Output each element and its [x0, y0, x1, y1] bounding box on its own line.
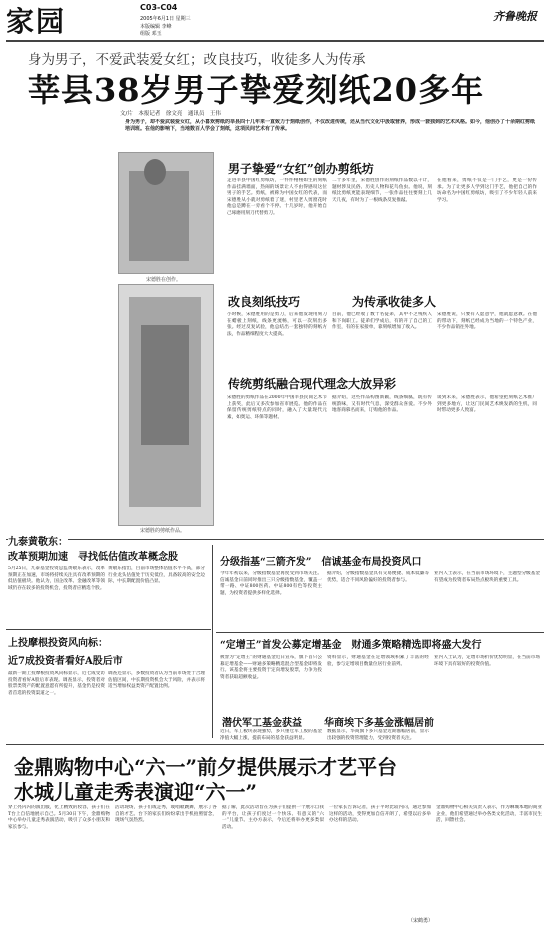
- designer-credit: 组版 邓玉: [140, 31, 162, 37]
- photo-papercut-artist: [118, 152, 214, 274]
- finance-divider-2: [216, 632, 544, 633]
- lead-col-1: 走进莘县中国红剪纸坊，一件件栩栩如生的刻纸作品挂满墙面，热闹的场景让人不由得感叹这位男子的手艺。剪纸，被称为中国女红的代表，而宋德胜从小就对剪纸着了迷，村里老人剪窗花时他总是蹲在一旁看个不停。十几岁时，他开始自己琢磨用刻刀代替剪刀。: [227, 178, 327, 216]
- lead-col-3: 在他看来，剪纸不仅是一门手艺，更是一份传承。为了让更多人学到这门手艺，他把自己的作坊命名为中国红剪纸坊，吸引了不少年轻人前来学习。: [437, 178, 537, 203]
- lead-subhead-2b: 为传承收徒多人: [352, 295, 437, 309]
- finance-title-d: “定增王”首发公募定增基金 财通多策略精选即将盛大发行: [220, 640, 482, 651]
- bottom-text-3: 据了解，此次活动旨在为孩子们提供一个展示自我的平台，让孩子们度过一个快乐、有意义的“六一”儿童节。主办方表示，今后还将举办更多类似活动。: [222, 805, 324, 830]
- bottom-text-2: 活动现场，孩子们或走秀，或唱歌跳舞，展示了各自的才艺。台下的家长们纷纷拿出手机拍照留念，现场气氛热烈。: [115, 805, 217, 824]
- lead-col-5: 目前，他已经收了数十名徒弟，其中不乏残疾人和下岗职工。徒弟们学成后，有的开了自己的工作室，有的在家接单，靠刻纸增加了收入。: [332, 312, 432, 331]
- bottom-text-1: 穿上亮闪闪的演出服，化上精致的妆容，孩子们在T台上自信地展示自己。5月30日下午，金鼎购物中心举办儿童走秀表演活动，吸引了众多小朋友和家长参与。: [8, 805, 110, 830]
- bottom-text-5: 金鼎购物中心相关负责人表示，作为聊城本地的商业企业，他们希望通过举办各类文化活动，丰富市民生活，回馈社会。: [436, 805, 542, 824]
- finance-text-e: 近日，军工板块表现强势，多只重仓军工股的基金净值大幅上涨，提前布局的基金获益明显。: [220, 729, 322, 741]
- finance-text-c1: 今年年初以来，分级指数基金再度受到市场关注。信诚基金日前同时推出三只分级指数基金，覆盖一带一路、中证800医药、中证800有色等投资主题，为投资者提供多样化选择。: [220, 571, 322, 596]
- photo-caption-artist: 宋德胜在创作。: [146, 277, 182, 283]
- finance-text-a1: 5月25日，九泰基金投资总监黄敬东表示，改革预期正在加速，市场将持续关注具有改革预期的低估值板块。他认为，国企改革、金融改革等领域仍存在较多的投资机会，投资者应精选个股。: [8, 566, 105, 591]
- masthead-rule: [6, 40, 544, 42]
- lead-col-4: 小时候，宋德胜用的是剪刀，后来他发现用刻刀在蜡板上刻纸，线条更流畅，可以一次刻出多张。经过反复试验，他总结出一套独特的刻纸方法，作品精细程度大大提高。: [227, 312, 327, 337]
- lead-subhead-1: 男子挚爱“女红”创办剪纸坊: [228, 162, 374, 176]
- bottom-headline-2: 水城儿童走秀表演迎“六一”: [14, 780, 258, 804]
- finance-text-f: 数据显示，华商旗下多只基金近期涨幅居前，显示出较强的投资管理能力，受到投资者关注。: [327, 729, 429, 741]
- finance-text-c2: 据介绍，分级指数基金具有交易便捷、成本低廉等优势，适合不同风险偏好的投资者参与。: [327, 571, 429, 583]
- lead-col-9: 谈到未来，宋德胜表示，他希望把刻纸艺术推广到更多地方，让这门民间艺术焕发新的生机，同时带动更多人致富。: [437, 395, 537, 414]
- page-code: C03-C04: [140, 3, 178, 12]
- bottom-byline: （宋鹤勇）: [408, 918, 434, 924]
- finance-text-d1: 被誉为“定增王”的财通基金近日宣布，旗下首只公募定增基金——财通多策略精选混合型基金即将发行。该基金将主要投资于定向增发股票，力争为投资者获取超额收益。: [220, 655, 322, 680]
- issue-date: 2005年6月1日 星期三: [140, 16, 191, 22]
- lead-headline: 莘县38岁男子挚爱刻纸20多年: [28, 71, 485, 109]
- finance-text-d2: 资料显示，财通基金在定增领域积累了丰富的经验，参与定增项目数量位居行业前列。: [327, 655, 429, 667]
- lead-col-2: 二十多年里，宋德胜创作的刻纸作品数以千计，题材涉及民俗、历史人物和花鸟鱼虫。他说，刻纸比剪纸更能表现细节，一张作品往往要刻上几天几夜，有时为了一根线条反复推敲。: [332, 178, 432, 203]
- finance-title-c: 分级指基“三箭齐发” 信诚基金布局投资风口: [220, 557, 422, 568]
- lead-subhead-2a: 改良刻纸技巧: [228, 295, 301, 309]
- paper-logo: 齐鲁晚报: [493, 10, 537, 23]
- finance-title-b1: 上投摩根投资风向标：: [8, 638, 108, 649]
- finance-text-b2: 调查还显示，多数投资者认为当前市场处于合理估值区间，中长期投资机会大于风险，并表示将适当增加权益类资产配置比例。: [108, 671, 205, 690]
- finance-title-a: 九泰黄敬东：: [8, 533, 68, 548]
- finance-column-divider: [212, 545, 213, 738]
- finance-bottom-rule: [6, 744, 544, 745]
- finance-title-b2: 近7成投资者看好A股后市: [8, 656, 123, 667]
- finance-title-e: 潜伏军工基金获益: [222, 718, 302, 729]
- lead-bottom-rule: [6, 539, 544, 540]
- finance-text-c3: 业内人士表示，在当前市场环境下，主题型分级基金有望成为投资者布局热点板块的重要工具。: [434, 571, 540, 583]
- lead-subhead-3: 传统剪纸融合现代理念大放异彩: [228, 377, 397, 391]
- editor-credit: 本版编辑 李峰: [140, 24, 172, 30]
- photo-caption-works: 宋德胜的剪纸作品。: [140, 528, 186, 534]
- bottom-text-4: 一位家长告诉记者，孩子平时比较内向，通过参加这样的活动，变得更加自信开朗了，希望以后多举办这样的活动。: [329, 805, 431, 824]
- lead-col-6: 宋德胜说，只要有人愿意学，他就愿意教。在他的带动下，刻纸已经成为当地的一个特色产业，不少作品销往外地。: [437, 312, 537, 331]
- lead-col-8: 据介绍，这些作品构图新颖，线条细腻，既有传统韵味，又有时代气息，深受群众喜爱。不少外地客商慕名而来，订购他的作品。: [332, 395, 432, 414]
- finance-text-d3: 业内人士认为，定增市场折价优势明显，在当前市场环境下具有较好的投资价值。: [434, 655, 540, 667]
- bottom-headline-1: 金鼎购物中心“六一”前夕提供展示才艺平台: [14, 755, 398, 779]
- lead-col-7: 宋德胜的剪纸作品在2000年中国莘县民间艺术节上获奖，此后又多次参加省市展览。他的作品在保留传统剪纸特点的同时，融入了大量现代元素，如奥运、环保等题材。: [227, 395, 327, 420]
- finance-text-b1: 最新一期上投摩根投资风向标显示，近七成受访投资者看好A股后市表现。调查显示，投资者对股票类资产的配置意愿有所提升，基金仍是投资者首选的投资渠道之一。: [8, 671, 105, 696]
- lead-kicker: 身为男子，不爱武装爱女红；改良技巧，收徒多人为传承: [28, 52, 366, 68]
- section-title: 家园: [6, 5, 67, 38]
- finance-title-b: 改革预期加速 寻找低估值改革概念股: [8, 552, 178, 563]
- finance-divider-1: [6, 629, 211, 630]
- photo-papercut-works: [118, 284, 214, 526]
- finance-text-a2: 黄敬东指出，目前市场整体估值水平不高，部分行业龙头估值处于历史低位，具备较高的安全边际，中长期配置价值凸显。: [108, 566, 205, 585]
- finance-title-f: 华商埃下多基金涨幅居前: [324, 718, 434, 729]
- lead-byline: 文/片 本报记者 徐文亮 通讯员 王伟: [120, 111, 221, 117]
- lead-intro: 身为男子，却不爱武装爱女红，从小喜欢剪纸的莘县四十几年来一直致力于刻纸创作，不仅改进传统，还从当代文化中汲取营养，形成一套独到的艺术风格。如今，他创办了十余期红剪纸培训班。在他的影响下，当地数百人学会了刻纸，这项民间艺术有了传承。: [125, 119, 535, 132]
